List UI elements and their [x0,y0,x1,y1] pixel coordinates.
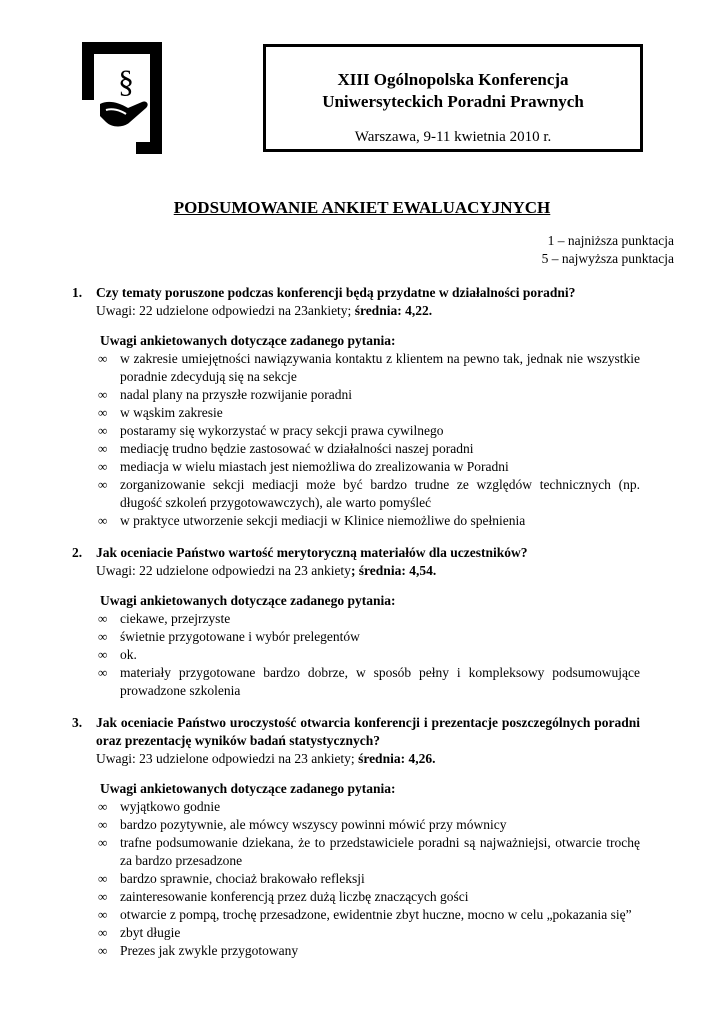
response-summary [72,750,640,768]
comment-item [98,512,640,530]
conference-header [263,44,643,152]
question-label: Jak oceniacie Państwo uroczystość otwarcia konferencji i prezentacje poszczególnych poradni oraz prezentację wyników badań statystycznych? [96,715,640,748]
comment-text: w praktyce utworzenie sekcji mediacji w Klinice niemożliwe do spełnienia [120,513,526,528]
infinity-bullet-icon: ∞ [98,351,108,366]
comment-text: nadal plany na przyszłe rozwijanie poradni [120,387,353,402]
response-summary [72,302,640,320]
comment-text: ciekawe, przejrzyste [120,611,231,626]
question-number: 3. [72,715,83,730]
comment-item [98,404,640,422]
comment-text: zorganizowanie sekcji mediacji może być bardzo trudne ze względów technicznych (np. długość szkoleń przygotowawczych), ale warto pomyśleć [120,477,640,510]
infinity-bullet-icon: ∞ [98,835,108,850]
comment-text: w wąskim zakresie [120,405,223,420]
comment-text: otwarcie z pompą, trochę przesadzone, ewidentnie zbyt huczne, mocno w celu „pokazania się” [120,907,632,922]
comment-item [98,834,640,870]
infinity-bullet-icon: ∞ [98,943,108,958]
question-text [72,284,640,302]
comment-text: świetnie przygotowane i wybór prelegentów [120,629,360,644]
comment-text: mediacja w wielu miastach jest niemożliwa do zrealizowania w Poradni [120,459,509,474]
infinity-bullet-icon: ∞ [98,423,108,438]
average-score: średnia: 4,26. [358,751,436,766]
infinity-bullet-icon: ∞ [98,665,108,680]
comment-text: trafne podsumowanie dziekana, że to przedstawiciele poradni są najważniejsi, otwarcie trochę za bardzo przesadzone [120,835,640,868]
comment-item [98,610,640,628]
comments-list [72,610,640,700]
question-section [72,714,640,960]
infinity-bullet-icon: ∞ [98,907,108,922]
comment-text: Prezes jak zwykle przygotowany [120,943,299,958]
infinity-bullet-icon: ∞ [98,799,108,814]
document-title: PODSUMOWANIE ANKIET EWALUACYJNYCH [173,198,551,217]
comment-text: wyjątkowo godnie [120,799,221,814]
scoring-low: 1 – najniższa punktacja [547,233,674,248]
question-label: Jak oceniacie Państwo wartość merytoryczną materiałów dla uczestników? [96,545,528,560]
infinity-bullet-icon: ∞ [98,405,108,420]
comment-item [98,924,640,942]
average-score: średnia: 4,22. [354,303,433,318]
comment-item [98,628,640,646]
infinity-bullet-icon: ∞ [98,871,108,886]
comment-text: mediację trudno będzie zastosować w działalności naszej poradni [120,441,474,456]
comments-heading: Uwagi ankietowanych dotyczące zadanego pytania: [100,593,396,608]
infinity-bullet-icon: ∞ [98,647,108,662]
response-summary [72,562,640,580]
infinity-bullet-icon: ∞ [98,477,108,492]
infinity-bullet-icon: ∞ [98,629,108,644]
comment-text: bardzo pozytywnie, ale mówcy wszyscy powinni mówić przy mównicy [120,817,507,832]
average-score: ; średnia: 4,54. [350,563,437,578]
comment-item [98,906,640,924]
response-count: Uwagi: 23 udzielone odpowiedzi na 23 ankiety; [96,751,359,766]
comment-item [98,942,640,960]
conference-place-date: Warszawa, 9-11 kwietnia 2010 r. [354,129,552,145]
conference-title-line2: Uniwersyteckich Poradni Prawnych [322,92,584,111]
scoring-legend [542,232,674,268]
comment-item [98,870,640,888]
question-number: 2. [72,545,83,560]
comments-list [72,350,640,530]
comments-heading: Uwagi ankietowanych dotyczące zadanego pytania: [100,333,396,348]
comment-item [98,646,640,664]
scoring-high: 5 – najwyższa punktacja [541,251,674,266]
infinity-bullet-icon: ∞ [98,817,108,832]
response-count: Uwagi: 22 udzielone odpowiedzi na 23ankiety; [96,303,355,318]
infinity-bullet-icon: ∞ [98,513,108,528]
comment-item [98,888,640,906]
comment-item [98,476,640,512]
question-text [72,544,640,562]
comment-item [98,422,640,440]
justice-hand-icon [82,42,162,154]
comment-item [98,386,640,404]
question-text [72,714,640,750]
comment-text: materiały przygotowane bardzo dobrze, w sposób pełny i kompleksowy podsumowujące prowadzone szkolenia [120,665,640,698]
comment-text: w zakresie umiejętności nawiązywania kontaktu z klientem na pewno tak, jednak nie wszystkie poradnie zdecydują się na sekcje [120,351,640,384]
infinity-bullet-icon: ∞ [98,925,108,940]
question-number: 1. [72,285,83,300]
response-count: Uwagi: 22 udzielone odpowiedzi na 23 ankiety [96,563,351,578]
comment-text: ok. [120,647,137,662]
question-label: Czy tematy poruszone podczas konferencji będą przydatne w działalności poradni? [96,285,576,300]
comment-item [98,440,640,458]
question-section [72,284,640,530]
comment-text: zainteresowanie konferencją przez dużą liczbę znaczących gości [120,889,469,904]
infinity-bullet-icon: ∞ [98,441,108,456]
comment-text: zbyt długie [120,925,181,940]
paragraph-symbol: § [118,63,134,99]
conference-title [266,69,640,113]
question-section [72,544,640,700]
survey-content [72,284,640,974]
infinity-bullet-icon: ∞ [98,611,108,626]
comments-list [72,798,640,960]
infinity-bullet-icon: ∞ [98,889,108,904]
comment-item [98,350,640,386]
comment-item [98,458,640,476]
comment-text: postaramy się wykorzystać w pracy sekcji prawa cywilnego [120,423,444,438]
comments-heading: Uwagi ankietowanych dotyczące zadanego pytania: [100,781,396,796]
comment-item [98,664,640,700]
infinity-bullet-icon: ∞ [98,459,108,474]
infinity-bullet-icon: ∞ [98,387,108,402]
comment-item [98,798,640,816]
logo [82,42,162,154]
conference-title-line1: XIII Ogólnopolska Konferencja [337,70,569,89]
comment-item [98,816,640,834]
comment-text: bardzo sprawnie, chociaż brakowało refleksji [120,871,365,886]
